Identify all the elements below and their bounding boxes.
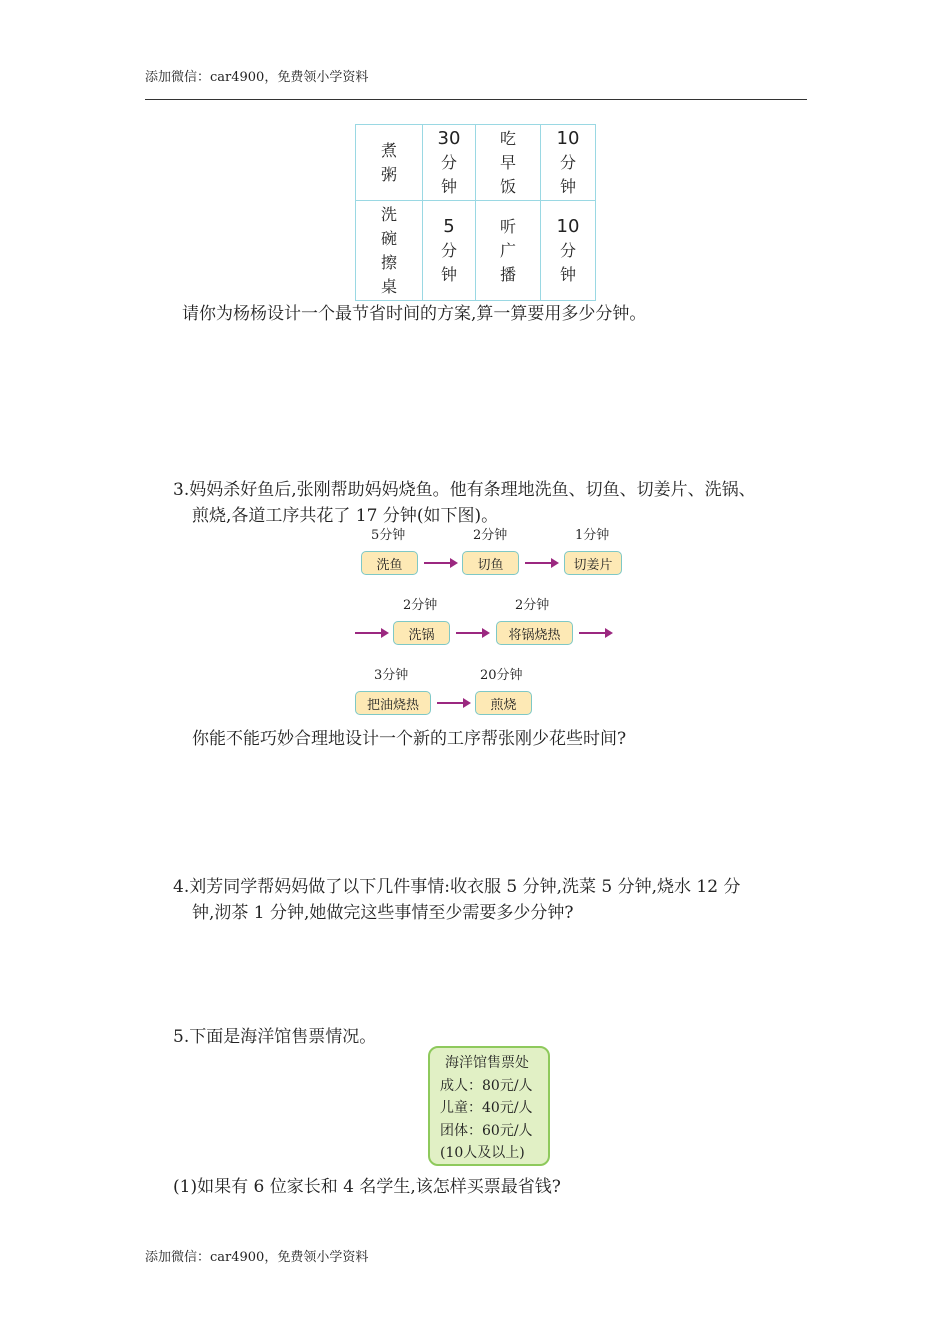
step-time: 2分钟 xyxy=(473,528,508,543)
q5-sub1: (1)如果有 6 位家长和 4 名学生,该怎样买票最省钱? xyxy=(173,1177,561,1197)
table-cell xyxy=(476,125,541,201)
arrow-icon xyxy=(355,632,387,634)
page-footer: 添加微信：car4900，免费领小学资料 xyxy=(145,1250,369,1265)
cell-char: 粥 xyxy=(380,165,397,184)
step-time: 20分钟 xyxy=(480,668,523,683)
arrow-icon xyxy=(456,632,488,634)
table-cell xyxy=(423,201,476,301)
arrow-icon xyxy=(437,702,469,704)
cell-char: 钟 xyxy=(559,177,576,196)
step-box-heat-wok: 将锅烧热 xyxy=(496,621,573,645)
cell-char: 分 xyxy=(559,153,576,172)
cell-char: 吃 xyxy=(499,129,516,148)
cell-number: 30 xyxy=(437,128,461,149)
cell-number: 10 xyxy=(556,216,580,237)
table-cell xyxy=(541,125,596,201)
q3-question: 你能不能巧妙合理地设计一个新的工序帮张刚少花些时间? xyxy=(192,729,627,749)
step-box-heat-oil: 把油烧热 xyxy=(355,691,431,715)
cell-char: 洗 xyxy=(380,205,397,224)
table-cell xyxy=(356,201,423,301)
cell-char: 擦 xyxy=(380,253,397,272)
table-cell xyxy=(476,201,541,301)
arrow-icon xyxy=(579,632,611,634)
arrow-icon xyxy=(525,562,557,564)
cell-char: 钟 xyxy=(440,265,457,284)
table-cell xyxy=(356,125,423,201)
cell-char: 分 xyxy=(440,153,457,172)
step-time: 1分钟 xyxy=(575,528,610,543)
step-box-wash-wok: 洗锅 xyxy=(393,621,450,645)
cell-char: 碗 xyxy=(380,229,397,248)
time-table xyxy=(355,124,596,301)
q2-prompt: 请你为杨杨设计一个最节省时间的方案,算一算要用多少分钟。 xyxy=(182,304,647,324)
sign-line-child: 儿童：40元/人 xyxy=(440,1100,533,1116)
table-cell xyxy=(423,125,476,201)
step-time: 2分钟 xyxy=(403,598,438,613)
step-box-wash-fish: 洗鱼 xyxy=(361,551,418,575)
cell-char: 听 xyxy=(499,217,516,236)
q3-line2: 煎烧,各道工序共花了 17 分钟(如下图)。 xyxy=(192,506,499,526)
page-header: 添加微信：car4900，免费领小学资料 xyxy=(145,70,369,85)
step-box-cut-fish: 切鱼 xyxy=(462,551,519,575)
step-time: 5分钟 xyxy=(371,528,406,543)
arrow-icon xyxy=(424,562,456,564)
cell-char: 煮 xyxy=(380,141,397,160)
cell-number: 5 xyxy=(443,216,455,237)
cell-char: 早 xyxy=(499,153,516,172)
cell-char: 播 xyxy=(499,265,516,284)
sign-line-adult: 成人：80元/人 xyxy=(440,1077,533,1094)
step-time: 2分钟 xyxy=(515,598,550,613)
q4-line1: 4.刘芳同学帮妈妈做了以下几件事情:收衣服 5 分钟,洗菜 5 分钟,烧水 12 分 xyxy=(173,877,741,897)
table-row xyxy=(356,125,596,201)
cell-number: 10 xyxy=(556,128,580,149)
sign-title: 海洋馆售票处 xyxy=(445,1055,529,1071)
cell-char: 分 xyxy=(440,241,457,260)
q5-intro: 5.下面是海洋馆售票情况。 xyxy=(173,1027,377,1047)
table-row xyxy=(356,201,596,301)
step-box-fry: 煎烧 xyxy=(475,691,532,715)
sign-line-group: 团体：60元/人 xyxy=(440,1122,533,1139)
q4-line2: 钟,沏茶 1 分钟,她做完这些事情至少需要多少分钟? xyxy=(192,903,574,923)
q3-line1: 3.妈妈杀好鱼后,张刚帮助妈妈烧鱼。他有条理地洗鱼、切鱼、切姜片、洗锅、 xyxy=(173,480,756,500)
cell-char: 分 xyxy=(559,241,576,260)
cell-char: 饭 xyxy=(499,177,516,196)
cell-char: 广 xyxy=(499,241,516,260)
step-time: 3分钟 xyxy=(374,668,409,683)
step-box-cut-ginger: 切姜片 xyxy=(564,551,622,575)
table-cell xyxy=(541,201,596,301)
cell-char: 钟 xyxy=(559,265,576,284)
cell-char: 桌 xyxy=(380,277,397,296)
ticket-price-sign xyxy=(428,1046,550,1166)
header-rule xyxy=(145,99,807,100)
sign-line-note: (10人及以上) xyxy=(440,1145,525,1161)
cell-char: 钟 xyxy=(440,177,457,196)
